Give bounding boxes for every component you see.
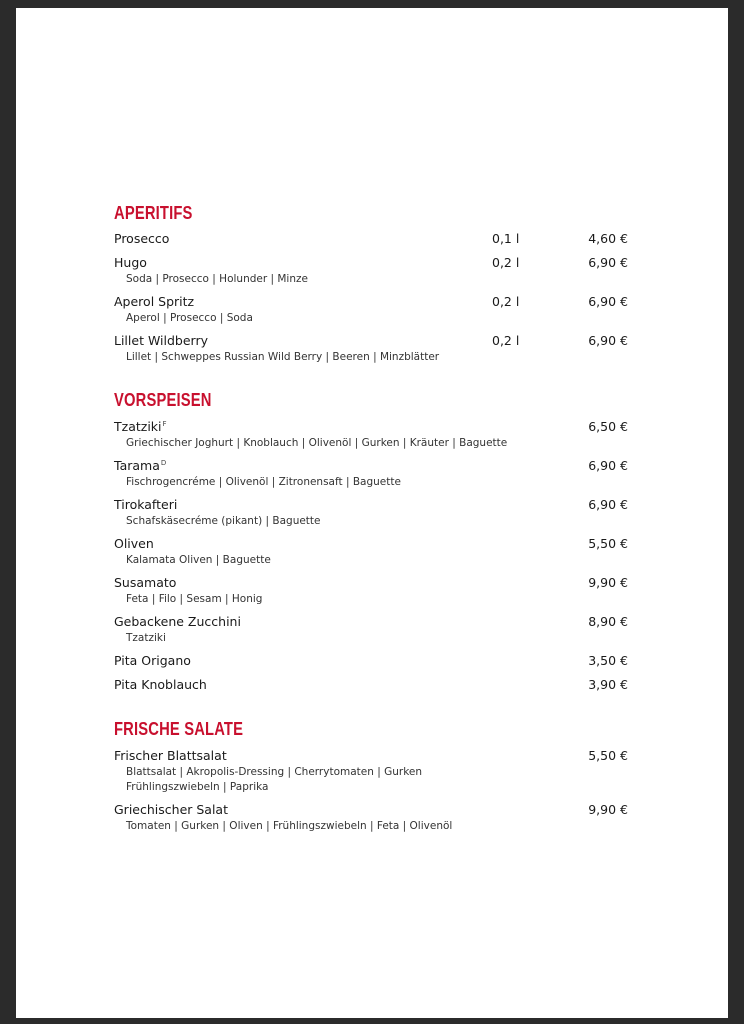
allergen-marker: D [160,459,167,467]
item-name: Hugo [114,255,147,270]
item-description: Soda | Prosecco | Holunder | Minze [126,273,308,285]
item-description: Tomaten | Gurken | Oliven | Frühlingszwiebeln | Feta | Olivenöl [126,820,453,832]
item-volume: 0,2 l [492,333,520,348]
menu-item [114,292,630,331]
section-title: VORSPEISEN [114,390,212,410]
item-description: Fischrogencréme | Olivenöl | Zitronensaft | Baguette [126,476,401,488]
item-price: 6,90 € [588,458,628,473]
menu-item [114,495,630,534]
item-name: Pita Knoblauch [114,677,207,692]
menu-item [114,534,630,573]
menu-item [114,651,630,675]
section-aperitifs [114,200,630,370]
item-name: Lillet Wildberry [114,333,208,348]
item-description: Lillet | Schweppes Russian Wild Berry | Beeren | Minzblätter [126,351,440,363]
item-volume: 0,2 l [492,294,520,309]
item-volume: 0,2 l [492,255,520,270]
item-volume: 0,1 l [492,231,520,246]
item-price: 6,90 € [588,497,628,512]
item-name: Oliven [114,536,154,551]
item-price: 8,90 € [588,614,628,629]
section-vorspeisen [114,387,630,699]
item-price: 6,90 € [588,294,628,309]
item-name: Tarama$^D$ [114,458,167,473]
item-name: Aperol Spritz [114,294,195,309]
item-price: 3,50 € [588,653,628,668]
item-price: 3,90 € [588,677,628,692]
item-description: Griechischer Joghurt | Knoblauch | Olivenöl | Gurken | Kräuter | Baguette [126,437,508,449]
item-price: 4,60 € [588,231,628,246]
item-price: 9,90 € [588,802,628,817]
item-description: Schafskäsecréme (pikant) | Baguette [126,515,321,527]
menu-item [114,417,630,456]
item-description: Kalamata Oliven | Baguette [126,554,271,566]
item-price: 6,90 € [588,255,628,270]
menu-item [114,746,630,800]
item-name: Susamato [114,575,177,590]
menu-item [114,612,630,651]
item-name: Tirokafteri [114,497,178,512]
item-description: Tzatziki [126,632,166,644]
item-name: Griechischer Salat [114,802,228,817]
allergen-marker: F [162,420,167,428]
section-title: APERITIFS [114,203,193,223]
item-price: 5,50 € [588,536,628,551]
menu-item [114,675,630,699]
menu-item [114,800,630,839]
item-name: Frischer Blattsalat [114,748,227,763]
menu-item [114,253,630,292]
item-name: Pita Origano [114,653,191,668]
item-price: 9,90 € [588,575,628,590]
section-frische-salate [114,716,630,839]
menu-item [114,573,630,612]
item-description-line-2: Frühlingszwiebeln | Paprika [126,781,269,793]
menu-item [114,229,630,253]
item-name: Gebackene Zucchini [114,614,241,629]
item-price: 6,50 € [588,419,628,434]
menu-page [16,8,728,1018]
item-name: Prosecco [114,231,170,246]
item-price: 6,90 € [588,333,628,348]
item-description: Blattsalat | Akropolis-Dressing | Cherrytomaten | Gurken [126,766,423,778]
item-name: Tzatziki$^F$ [114,419,167,434]
section-title: FRISCHE SALATE [114,719,244,739]
menu-item [114,456,630,495]
menu-item [114,331,630,370]
item-description: Aperol | Prosecco | Soda [126,312,253,324]
item-description: Feta | Filo | Sesam | Honig [126,593,263,605]
item-price: 5,50 € [588,748,628,763]
